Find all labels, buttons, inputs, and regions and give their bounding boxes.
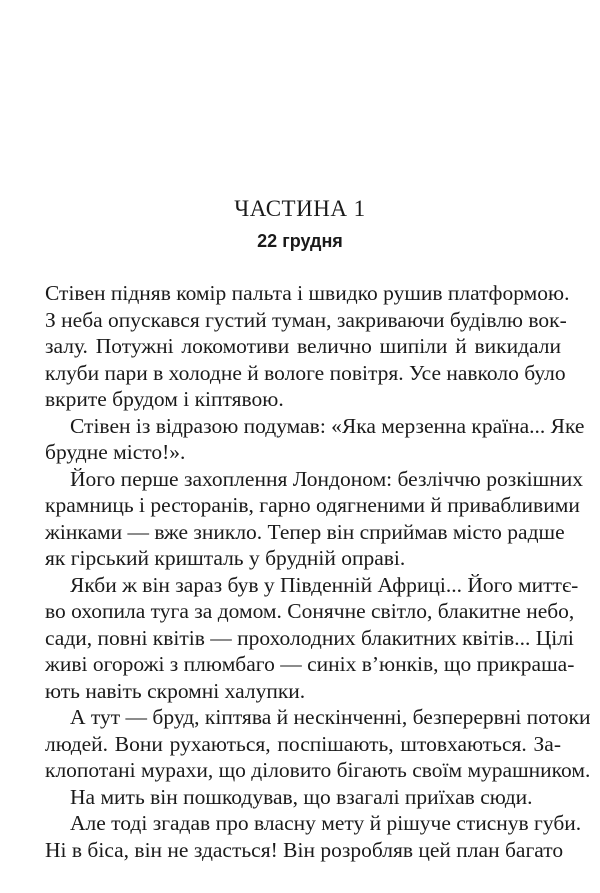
text-line: Якби ж він зараз був у Південній Африці... Його миттє- (70, 572, 579, 597)
text-line: Його перше захоплення Лондоном: безліччю розкішних (70, 466, 583, 491)
text-line: брудне місто!». (45, 440, 186, 464)
body-text (45, 280, 591, 863)
chapter-date: 22 грудня (257, 231, 343, 251)
text-line: сади, повні квітів — прохолодних блакитних квітів... Цілі (45, 625, 574, 650)
text-line: людей. Вони рухаються, поспішають, штовхаються. За- (45, 731, 561, 756)
text-line: крамниць і ресторанів, гарно одягненими й привабливими (45, 493, 580, 517)
text-line: А тут — бруд, кіптява й нескінченні, безперервні потоки (70, 705, 591, 729)
text-line: клуби пари в холодне й вологе повітря. Усе навколо було (45, 360, 566, 385)
chapter-heading: ЧАСТИНА 1 (234, 196, 366, 221)
text-line: залу. Потужні локомотиви велично шипіли й викидали (45, 334, 561, 358)
text-line: клопотані мурахи, що діловито бігають своїм мурашником. (45, 758, 591, 782)
text-line: вкрите брудом і кіптявою. (45, 387, 284, 411)
text-line: во охопила туга за домом. Сонячне світло, блакитне небо, (45, 599, 575, 623)
text-line: як гірський кришталь у брудній оправі. (45, 546, 406, 570)
text-line: Стівен підняв комір пальта і швидко рушив платформою. (45, 281, 570, 305)
text-line: На мить він пошкодував, що взагалі приїхав сюди. (70, 784, 533, 809)
text-line: Ні в біса, він не здасться! Він розробляв цей план багато (45, 837, 564, 862)
text-line: живі огорожі з плюмбаго — синіх в’юнків, що прикраша- (45, 652, 575, 676)
text-line: З неба опускався густий туман, закриваючи будівлю вок- (45, 307, 567, 332)
text-line: Стівен із відразою подумав: «Яка мерзенна країна... Яке (70, 413, 585, 438)
text-line: Але тоді згадав про власну мету й рішуче стиснув губи. (70, 811, 582, 835)
text-line: жінками — вже зникло. Тепер він сприймав місто радше (45, 519, 565, 544)
text-line: ють навіть скромні халупки. (45, 678, 306, 703)
